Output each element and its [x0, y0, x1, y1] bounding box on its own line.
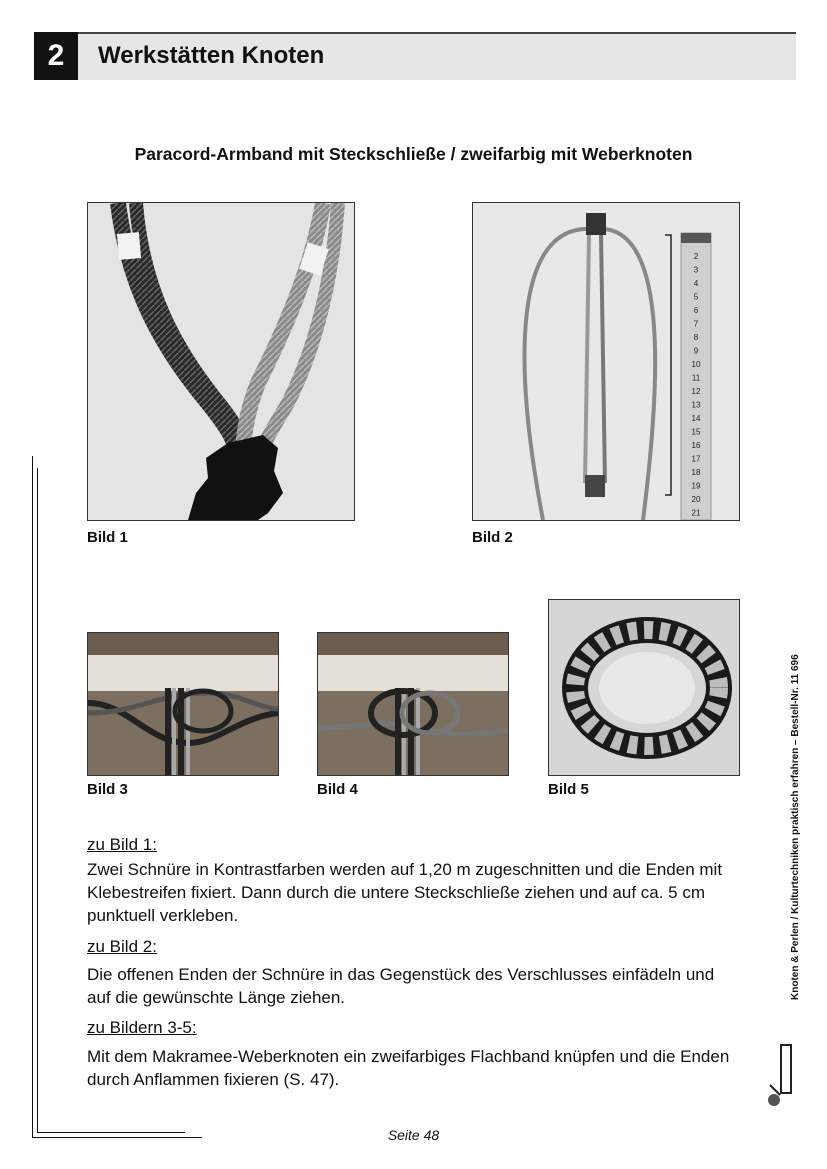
tape-number: 21: [691, 508, 701, 518]
section-text-bildern-3-5: Mit dem Makramee-Weberknoten ein zweifarbiges Flachband knüpfen und die Enden durch Anflammen fixieren (S. 47).: [87, 1047, 730, 1089]
tape-number: 5: [693, 292, 699, 302]
tape-number: 14: [691, 414, 701, 423]
caption-bild-3: Bild 3: [87, 781, 128, 798]
photo-bild-4: [317, 632, 509, 776]
page-number: Seite 48: [387, 1127, 440, 1143]
caption-bild-4: Bild 4: [317, 781, 358, 798]
tape-number: 6: [693, 306, 699, 315]
margin-line-outer: [32, 456, 33, 1138]
caption-bild-1: Bild 1: [87, 529, 128, 546]
section-heading-bild-1: zu Bild 1:: [87, 835, 157, 854]
side-order-text: Knoten & Perlen / Kulturtechniken praktisch erfahren – Bestell-Nr. 11 696: [790, 654, 801, 1000]
tape-number: 9: [693, 346, 699, 356]
tape-number: 20: [691, 495, 701, 504]
page-title: Werkstätten Knoten: [98, 42, 325, 69]
tape-number: 15: [691, 427, 701, 437]
tape-number: 19: [691, 481, 701, 491]
caption-bild-5: Bild 5: [548, 781, 589, 798]
tape-number: 18: [691, 468, 701, 477]
section-text-bild-1: Zwei Schnüre in Kontrastfarben werden auf 1,20 m zugeschnitten und die Enden mit Klebestreifen fixiert. Dann durch die untere Steckschließe ziehen und auf ca. 5 cm punktuell verkleben.: [87, 860, 723, 925]
tape-number: 17: [691, 454, 701, 464]
photo-bild-3: [87, 632, 279, 776]
tape-number: 7: [693, 319, 699, 329]
section-heading-bildern-3-5: zu Bildern 3-5:: [87, 1018, 197, 1037]
margin-line-inner: [37, 468, 38, 1132]
publisher-logo: [766, 1040, 794, 1110]
photo-bild-5: [548, 599, 740, 776]
page-subtitle: Paracord-Armband mit Steckschließe / zweifarbig mit Weberknoten: [134, 144, 693, 164]
section-heading-bild-2: zu Bild 2:: [87, 937, 157, 956]
tape-number: 16: [691, 441, 701, 450]
tape-number: 10: [691, 360, 701, 369]
tape-number: 12: [691, 387, 701, 396]
tape-number: 4: [693, 279, 699, 288]
photo-bild-1: [87, 202, 355, 521]
section-text-bild-2: Die offenen Enden der Schnüre in das Gegenstück des Verschlusses einfädeln und auf die gewünschte Länge ziehen.: [87, 965, 715, 1007]
tape-number: 2: [693, 252, 699, 261]
tape-number: 3: [693, 265, 699, 275]
tape-number: 11: [691, 373, 701, 383]
tape-number: 13: [691, 400, 701, 410]
tape-number: 8: [693, 333, 699, 342]
photo-bild-2: [472, 202, 740, 521]
caption-bild-2: Bild 2: [472, 529, 513, 546]
chapter-number: 2: [34, 32, 78, 80]
